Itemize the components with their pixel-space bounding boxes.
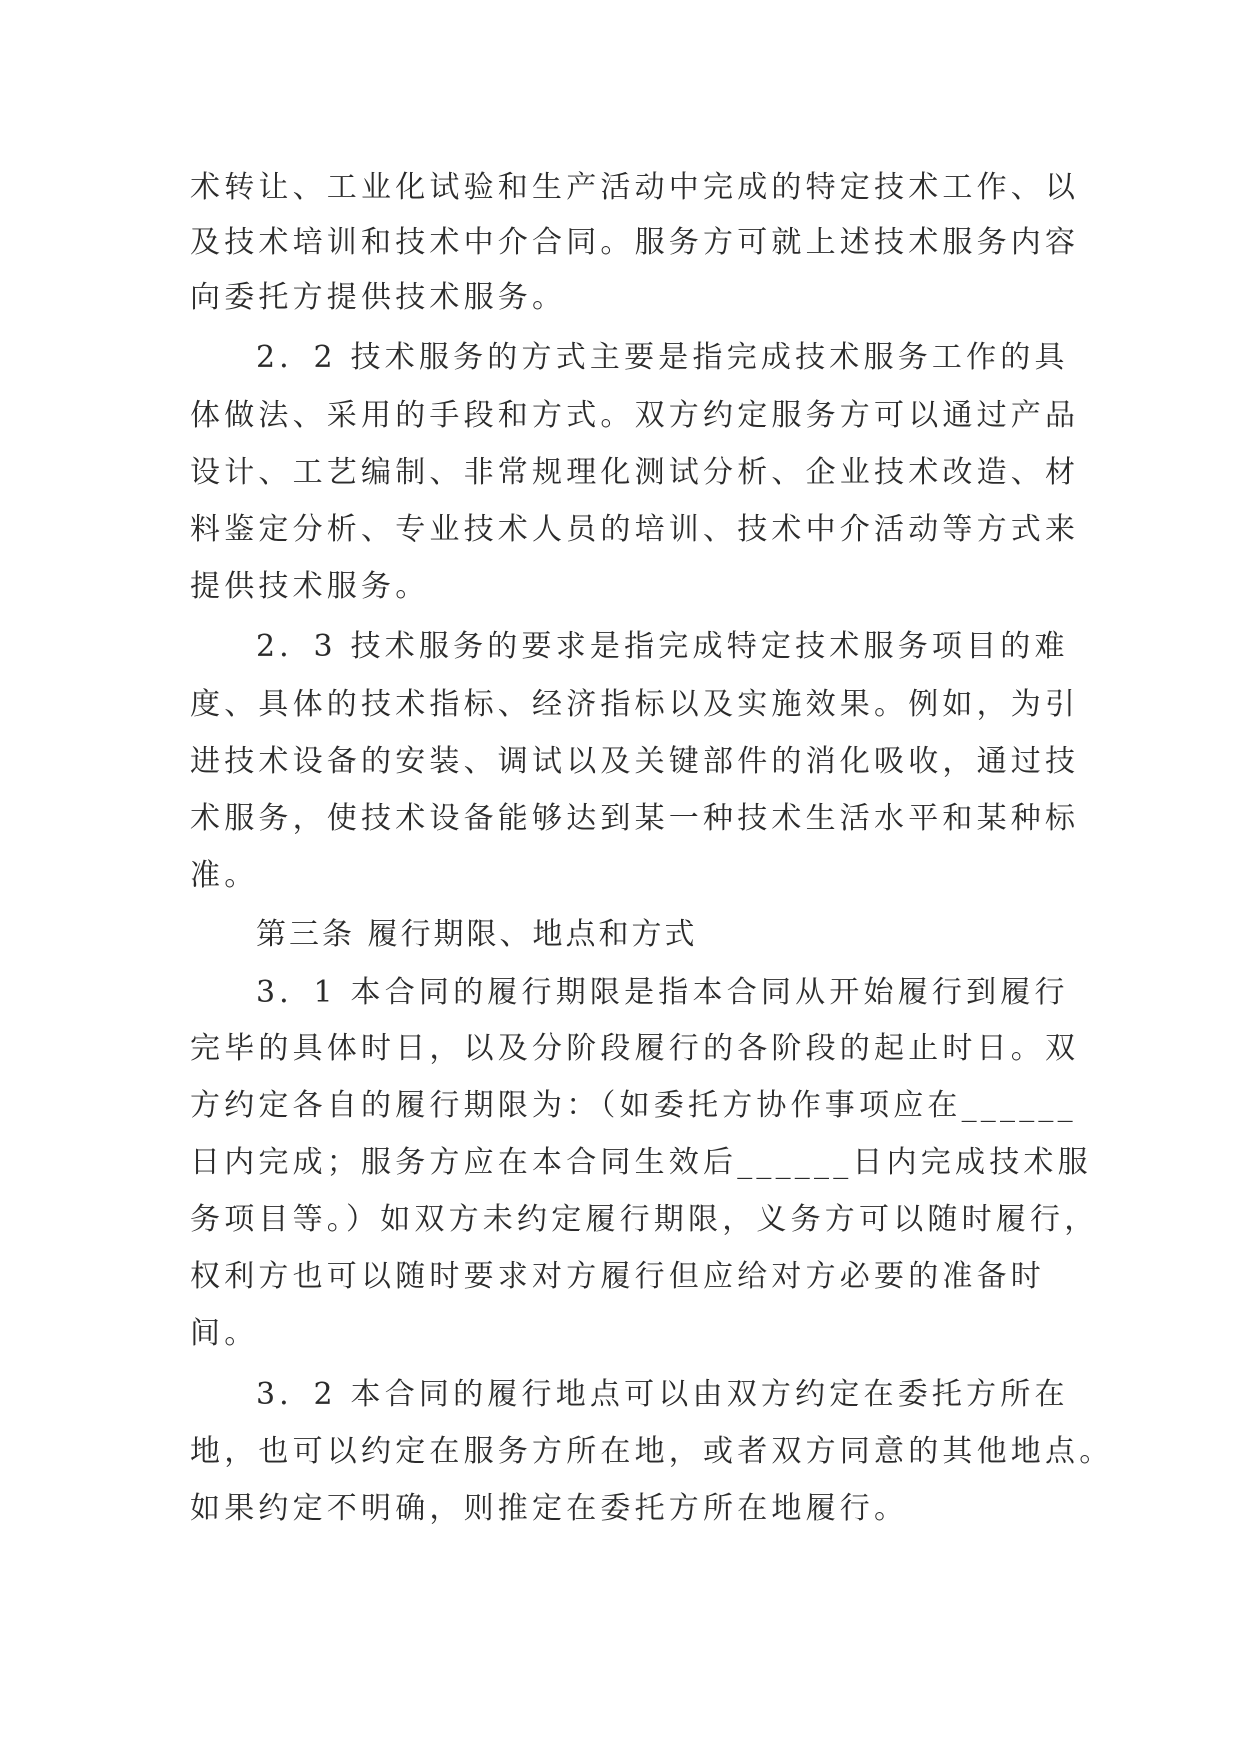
section-heading: 第三条 履行期限、地点和方式	[256, 917, 698, 952]
paragraph-line: 务项目等。）如双方未约定履行期限，义务方可以随时履行，	[190, 1202, 1099, 1237]
paragraph-line: 地，也可以约定在服务方所在地，或者双方同意的其他地点。	[190, 1434, 1114, 1469]
paragraph-line: 方约定各自的履行期限为：（如委托方协作事项应在______	[190, 1088, 1077, 1123]
paragraph-line: 度、具体的技术指标、经济指标以及实施效果。例如，为引	[190, 687, 1080, 722]
paragraph-line: 完毕的具体时日，以及分阶段履行的各阶段的起止时日。双	[190, 1031, 1080, 1066]
paragraph-line: 提供技术服务。	[190, 569, 430, 604]
paragraph-line: 体做法、采用的手段和方式。双方约定服务方可以通过产品	[190, 398, 1080, 433]
clause-2-2-line: 2．2 技术服务的方式主要是指完成技术服务工作的具	[256, 340, 1069, 375]
paragraph-line: 术转让、工业化试验和生产活动中完成的特定技术工作、以	[190, 170, 1080, 205]
paragraph-line: 设计、工艺编制、非常规理化测试分析、企业技术改造、材	[190, 455, 1080, 490]
paragraph-line: 向委托方提供技术服务。	[190, 280, 567, 315]
paragraph-line: 进技术设备的安装、调试以及关键部件的消化吸收，通过技	[190, 744, 1080, 779]
paragraph-line: 日内完成；服务方应在本合同生效后______日内完成技术服	[190, 1145, 1092, 1180]
paragraph-line: 及技术培训和技术中介合同。服务方可就上述技术服务内容	[190, 225, 1080, 260]
clause-2-3-line: 2．3 技术服务的要求是指完成特定技术服务项目的难	[256, 629, 1069, 664]
paragraph-line: 术服务，使技术设备能够达到某一种技术生活水平和某种标	[190, 801, 1080, 836]
paragraph-line: 如果约定不明确，则推定在委托方所在地履行。	[190, 1491, 909, 1526]
paragraph-line: 权利方也可以随时要求对方履行但应给对方必要的准备时	[190, 1259, 1045, 1294]
paragraph-line: 料鉴定分析、专业技术人员的培训、技术中介活动等方式来	[190, 512, 1080, 547]
clause-3-1-line: 3．1 本合同的履行期限是指本合同从开始履行到履行	[256, 975, 1069, 1010]
paragraph-line: 准。	[190, 858, 259, 893]
clause-3-2-line: 3．2 本合同的履行地点可以由双方约定在委托方所在	[256, 1377, 1069, 1412]
paragraph-line: 间。	[190, 1316, 259, 1351]
